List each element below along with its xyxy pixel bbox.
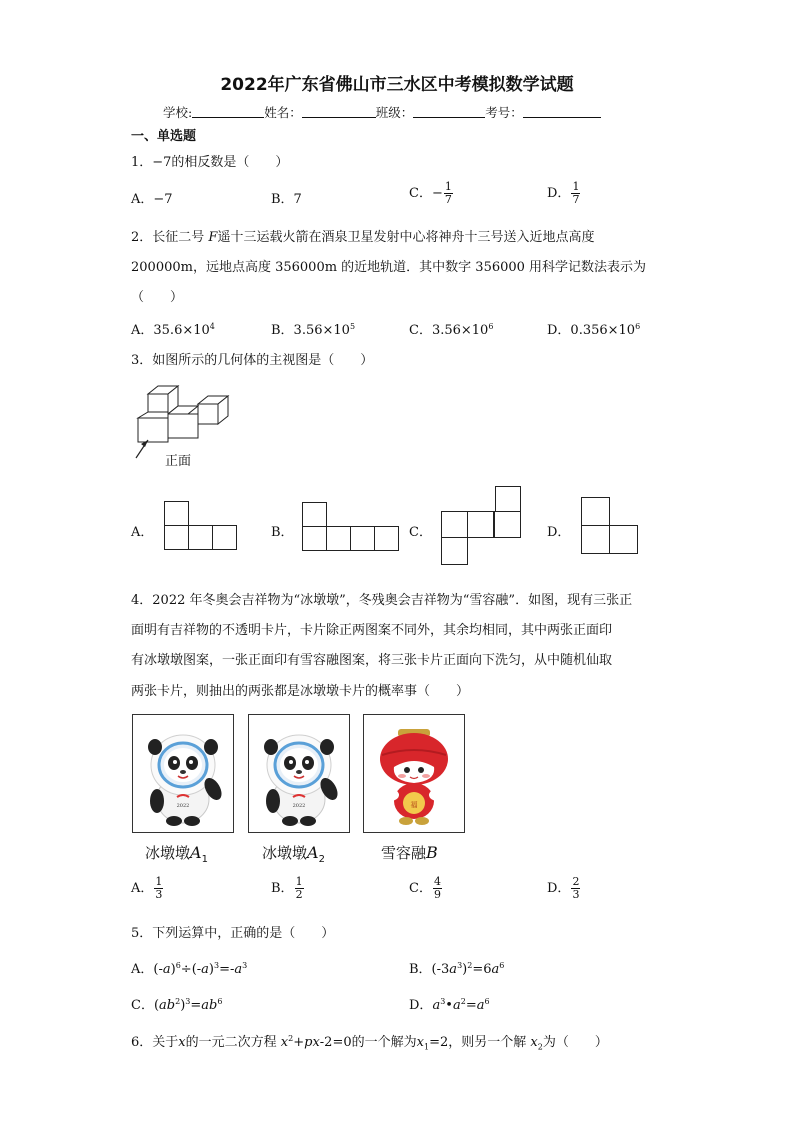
square (302, 502, 327, 527)
mascot-card-b (363, 714, 465, 833)
q1-option-c (409, 181, 454, 206)
exponent: 5 (349, 322, 356, 331)
card-caption-a1 (145, 842, 208, 865)
square (350, 526, 375, 551)
fraction-denominator: 2 (295, 888, 303, 901)
q1-stem: 1．−7的相反数是（ ） (131, 155, 289, 170)
mascot-card-a1 (132, 714, 234, 833)
q5-stem: 5．下列运算中，正确的是（ ） (131, 926, 335, 941)
fraction-numerator: 1 (295, 875, 303, 888)
q5-option-b: B．$(-3a^3)^2=6a^6$ (409, 961, 505, 977)
q4-option-c (409, 876, 443, 901)
q3-stem: 3．如图所示的几何体的主视图是（ ） (131, 353, 374, 368)
q4-option-b-fraction (295, 876, 304, 901)
school-blank (192, 103, 264, 118)
q2-stem-line2: 200000m，远地点高度 356000m 的近地轨道．其中数字 356000 用科学记数法表示为 (131, 260, 647, 275)
name-blank (302, 103, 376, 118)
square (374, 526, 399, 551)
square (494, 511, 521, 538)
square (164, 501, 189, 526)
bing-dwen-dwen-image (249, 715, 349, 831)
q1-option-d (547, 181, 581, 206)
option-prefix: C． (409, 881, 432, 896)
square (581, 497, 610, 526)
q2-stem-line1 (131, 226, 594, 245)
svg-text:2022: 2022 (292, 803, 306, 809)
q6-stem-part: 6．关于 (131, 1035, 179, 1050)
card-caption-a2 (262, 842, 325, 865)
q4-stem-line2: 面明有吉祥物的不透明卡片，卡片除正两图案不同外，其余均相同，其中两张正面印 (131, 623, 613, 638)
q2-option-c-text: C．3.56×10 (409, 323, 489, 338)
fraction-numerator: 1 (572, 180, 580, 193)
q5-option-d: D．$a^3•a^2=a^6$ (409, 997, 490, 1013)
option-prefix: D． (547, 881, 571, 896)
option-prefix: B． (271, 881, 294, 896)
q6-stem-part: 的一个解为 (351, 1035, 417, 1050)
student-info-row (163, 103, 601, 121)
q1-option-c-prefix: C．− (409, 186, 443, 201)
q4-option-a-fraction (154, 876, 163, 901)
mascot-card-a2 (248, 714, 350, 833)
fraction-numerator: 4 (433, 875, 441, 888)
front-label: 正面 (165, 454, 192, 469)
caption-variable: B (426, 843, 438, 862)
caption-name: 雪容融 (381, 844, 427, 862)
name-label: 姓名： (264, 105, 302, 120)
square (441, 537, 468, 565)
caption-name: 冰墩墩 (145, 844, 191, 862)
exam-no-blank (523, 103, 601, 118)
q3-option-d[interactable]: D． (547, 525, 571, 540)
card-caption-b (381, 842, 438, 863)
class-blank (413, 103, 485, 118)
q6-stem-part: ，则另一个解 (448, 1035, 527, 1050)
q2-stem-part: 2．长征二号 (131, 230, 205, 245)
q2-stem-line3: （ ） (131, 290, 184, 305)
square (467, 511, 494, 538)
fraction-denominator: 7 (444, 193, 452, 206)
square (441, 511, 468, 538)
fraction-numerator: 2 (572, 875, 580, 888)
q2-option-d-text: D．0.356×10 (547, 323, 636, 338)
exponent: 6 (635, 322, 641, 331)
q2-stem-part: 遥十三运载火箭在酒泉卫星发射中心将神舟十三号送入近地点高度 (217, 230, 595, 245)
q6-stem-part: 的一元二次方程 (185, 1035, 277, 1050)
fraction-numerator: 1 (155, 875, 163, 888)
q6-stem-part: 为（ ） (542, 1035, 608, 1050)
fraction-denominator: 3 (572, 888, 580, 901)
q3-option-b[interactable]: B． (271, 525, 294, 540)
svg-text:福: 福 (410, 801, 418, 809)
caption-subscript: 2 (318, 854, 325, 865)
q2-option-d (547, 319, 640, 338)
class-label: 班级： (375, 105, 414, 120)
q2-option-a (131, 319, 215, 338)
exponent: 6 (488, 322, 494, 331)
q1-option-c-fraction (444, 181, 453, 206)
q3-option-a[interactable]: A． (131, 525, 154, 540)
q2-option-b-text: B．3.56×10 (271, 323, 350, 338)
caption-subscript: 1 (201, 854, 208, 865)
q4-option-b (271, 876, 305, 901)
square (302, 526, 327, 551)
square (495, 486, 521, 512)
q4-stem-line1: 4．2022 年冬奥会吉祥物为“冰墩墩”，冬残奥会吉祥物为“雪容融”．如图，现有三张正 (131, 593, 633, 608)
page-title: 2022年广东省佛山市三水区中考模拟数学试题 (220, 75, 574, 95)
school-label: 学校: (163, 105, 193, 120)
q4-option-d-fraction (571, 876, 580, 901)
q2-option-b (271, 319, 355, 338)
q1-option-b: B．7 (271, 192, 302, 207)
q1-option-a: A．−7 (131, 192, 173, 207)
q4-stem-line3: 有冰墩墩图案，一张正面印有雪容融图案，将三张卡片正面向下洗匀，从中随机仙取 (131, 653, 613, 668)
q4-option-d (547, 876, 581, 901)
square (609, 525, 638, 554)
q1-option-d-fraction (571, 181, 580, 206)
option-prefix: A． (131, 881, 154, 896)
q2-stem-variable: F (208, 230, 218, 245)
q1-option-d-prefix: D． (547, 186, 571, 201)
q4-stem-line4: 两张卡片，则抽出的两张都是冰墩墩卡片的概率事（ ） (131, 684, 470, 699)
section-heading: 一、单选题 (131, 129, 197, 144)
fraction-numerator: 1 (444, 180, 452, 193)
exam-no-label: 考号： (485, 105, 523, 120)
caption-variable: A (190, 843, 202, 862)
fraction-denominator: 9 (433, 888, 441, 901)
q5-option-c: C．$(ab^2)^3=ab^6$ (131, 997, 223, 1013)
fraction-denominator: 3 (155, 888, 163, 901)
q4-option-a (131, 876, 164, 901)
q2-option-c (409, 319, 493, 338)
shuey-rhon-rhon-image (364, 715, 464, 831)
svg-text:2022: 2022 (176, 803, 190, 809)
q3-option-c[interactable]: C． (409, 525, 432, 540)
square (581, 525, 610, 554)
caption-name: 冰墩墩 (262, 844, 308, 862)
square (212, 525, 237, 550)
fraction-denominator: 7 (572, 193, 580, 206)
bing-dwen-dwen-image (133, 715, 233, 831)
square (188, 525, 213, 550)
q4-option-c-fraction (433, 876, 442, 901)
exponent: 4 (209, 322, 215, 331)
q5-option-a: A．$(-a)^6\div(-a)^3=-a^3$ (131, 961, 248, 977)
q6-stem: 6．关于x的一元二次方程 $x^2+px-2=0$的一个解为$x_1=2$，则另一个解 $x_2$为（ ） (131, 1034, 608, 1052)
square (326, 526, 351, 551)
square (164, 525, 189, 550)
caption-variable: A (307, 843, 319, 862)
q2-option-a-text: A．35.6×10 (131, 323, 210, 338)
